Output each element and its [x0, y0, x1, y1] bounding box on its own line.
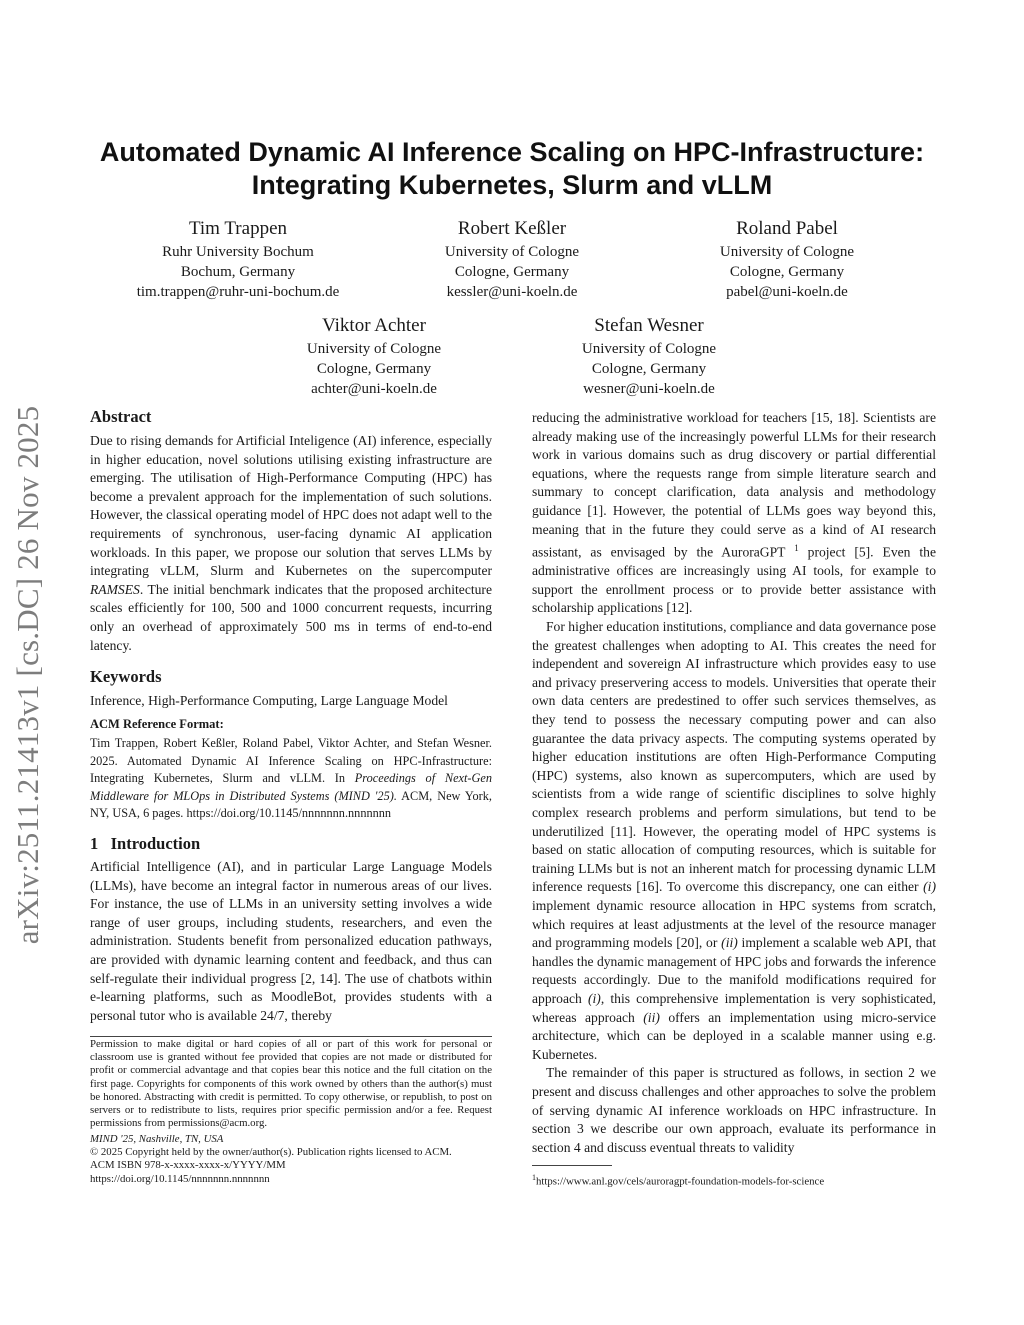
author-block-4: [224, 314, 524, 399]
abstract-text-end: . The initial benchmark indicates that the proposed architecture scales efficiently for 100, 500 and 1000 concurrent requests, incurring only an overhead of approximately 500 ms in terms of end-to-end latency.: [90, 581, 492, 653]
introduction-heading: [90, 834, 200, 854]
author-location: Cologne, Germany: [729, 264, 845, 280]
author-block-3: [637, 217, 937, 302]
keywords-heading: Keywords: [90, 667, 162, 686]
paragraph-text: implement a scalable web API, that handles the dynamic management of HPC jobs and forwards the inference requests accordingly. Due to the manifold modifications required for approach: [532, 935, 936, 1006]
copyright-block: [90, 1133, 492, 1186]
option-marker: (i): [923, 879, 936, 895]
author-name: Tim Trappen: [188, 218, 288, 239]
footnote-mark: 1: [532, 1173, 536, 1182]
author-location: Cologne, Germany: [316, 361, 432, 377]
keywords-text: Inference, High-Performance Computing, Large Language Model: [90, 693, 448, 708]
acm-reference-venue: Proceedings of Next-Gen Middleware for MLOps in Distributed Systems (MIND '25).: [90, 771, 492, 803]
footnote: [532, 1171, 936, 1189]
abstract-body: [90, 432, 492, 655]
arxiv-identifier-stamp: arXiv:2511.21413v1 [cs.DC] 26 Nov 2025: [10, 405, 45, 945]
author-email: kessler@uni-koeln.de: [446, 284, 578, 300]
footnote-rule: [90, 1036, 492, 1037]
paragraph-text: offers an implementation using micro-service architecture, which can be deployed in a scalable manner using e.g. Kubernetes.: [532, 1009, 936, 1062]
acm-reference-heading: ACM Reference Format:: [90, 717, 224, 731]
author-affiliation: University of Cologne: [306, 341, 442, 357]
option-marker: (i): [587, 990, 601, 1006]
author-name: Roland Pabel: [736, 218, 838, 239]
author-block-1: [88, 217, 388, 302]
paragraph-text: implement dynamic resource allocation in HPC systems from scratch, which requires at least adjustments at the level of the resource manager and programming models [20], or: [532, 897, 936, 951]
conference-line: MIND '25, Nashville, TN, USA: [90, 1133, 224, 1145]
intro-paragraph-3: The remainder of this paper is structured as follows, in section 2 we present and discuss challenges and other approaches to solve the problem of serving dynamic AI inference workloads on HPC infrastructure. In section 3 we describe our own approach, evaluate its performance in section 4 and discuss eventual threats to validity: [532, 1065, 936, 1155]
paragraph-text: reducing the administrative workload for teachers [15, 18]. Scientists are already making use of the increasingly powerful LLMs for their research work in various domains such as drug discovery or partial differential equations, where the requests range from simple literature search and summary to concept clarification, data analysis and methodology guidance [1]. However, the potential of LLMs goes way beyond this, meaning that in the future they could serve as a kind of AI research assistant, as envisaged by the AuroraGPT: [532, 410, 936, 560]
author-name: Robert Keßler: [457, 218, 567, 239]
author-location: Cologne, Germany: [591, 361, 707, 377]
section-title: Introduction: [110, 834, 201, 853]
author-name: Stefan Wesner: [594, 315, 704, 336]
author-email: tim.trappen@ruhr-uni-bochum.de: [136, 284, 340, 300]
option-marker: (ii): [721, 935, 738, 951]
abstract-text: Due to rising demands for Artificial Inteligence (AI) inference, especially in higher education, novel solutions utilising existing infrastructure are emerging. The utilisation of High-Performance Computing (HPC) has become a prevalent approach for the implementation of such solutions. However, the classical operating model of HPC does not adapt well to the requirements of synchronous, user-facing dynamic AI application workloads. In this paper, we propose our solution that serves LLMs by integrating vLLM, Slurm and Kubernetes on the supercomputer: [90, 433, 492, 579]
author-email: achter@uni-koeln.de: [311, 381, 437, 397]
system-name: RAMSES: [90, 581, 140, 597]
author-location: Bochum, Germany: [180, 264, 296, 280]
option-marker: (ii): [643, 1009, 660, 1025]
intro-paragraph-2: [532, 618, 936, 1064]
abstract-heading: Abstract: [90, 407, 152, 426]
doi-line: https://doi.org/10.1145/nnnnnnn.nnnnnnn: [90, 1172, 270, 1185]
paper-title: Automated Dynamic AI Inference Scaling on HPC-Infrastructure: Integrating Kubernetes, Slurm and vLLM: [99, 137, 925, 200]
intro-paragraph-1: [532, 409, 936, 618]
footnote-rule-right: [532, 1165, 612, 1166]
paragraph-text: , this comprehensive implementation is very sophisticated, whereas approach: [532, 990, 936, 1025]
acm-reference-text: Tim Trappen, Robert Keßler, Roland Pabel, Viktor Achter, and Stefan Wesner. 2025. Automated Dynamic AI Inference Scaling on HPC-Infrastructure: Integrating Kubernetes, Slurm and vLLM. In: [90, 736, 492, 786]
author-affiliation: Ruhr University Bochum: [162, 244, 314, 260]
acm-reference-body: [90, 735, 492, 823]
footnote-url: https://www.anl.gov/cels/auroragpt-foundation-models-for-science: [536, 1175, 825, 1188]
author-email: wesner@uni-koeln.de: [583, 381, 715, 397]
author-location: Cologne, Germany: [454, 264, 570, 280]
author-affiliation: University of Cologne: [581, 341, 717, 357]
author-affiliation: University of Cologne: [719, 244, 855, 260]
acm-reference-text-end: ACM, New York, NY, USA, 6 pages. https://doi.org/10.1145/nnnnnnn.nnnnnnn: [90, 788, 493, 821]
author-email: pabel@uni-koeln.de: [726, 284, 848, 300]
author-affiliation: University of Cologne: [444, 244, 580, 260]
section-number: 1: [90, 834, 99, 853]
introduction-right-column: [532, 409, 936, 1157]
author-name: Viktor Achter: [322, 315, 426, 336]
permission-note: Permission to make digital or hard copies of all or part of this work for personal or classroom use is granted without fee provided that copies are not made or distributed for profit or commercial advantage and that copies bear this notice and the full citation on the first page. Copyrights for components of this work owned by others than the author(s) must be honored. Abstracting with credit is permitted. To copy otherwise, or republish, to post on servers or to redistribute to lists, requires prior specific permission and/or a fee. Request permissions from permissions@acm.org.: [90, 1038, 492, 1130]
paragraph-text: For higher education institutions, compliance and data governance pose the greatest challenges when adopting to AI. This creates the need for independent and sovereign AI infrastructure which provides easy to use and privacy preservering access to models. Universities that operate their own data centers are predestined to offer such services themselves, as they tend to possess the necessary computing power and can also guarantee the data privacy aspects. The computing systems operated by higher education institutions are often High-Performance Computing (HPC) systems, also known as supercomputers, which are used by scientists from a wide range of scientific disciplines to solve highly complex research problems and perform simulations, but tend to be underutilized [11]. However, the operating model of HPC systems is based on static allocation of computing resources, which is suitable for training LLMs but is not an inherent match for processing dynamic LLM inference requests [16]. To overcome this discrepancy, one can either: [532, 619, 936, 895]
paragraph-text: project [5]. Even the administrative offices are increasingly using AI tools, for example to support the enrollment process or to provide better assistance with scholarship applications [12].: [532, 544, 937, 616]
isbn-line: ACM ISBN 978-x-xxxx-xxxx-x/YYYY/MM: [90, 1159, 286, 1172]
introduction-left-text: Artificial Intelligence (AI), and in particular Large Language Models (LLMs), have become an integral factor in numerous areas of our lives. For instance, the use of LLMs in an university setting involves a wide range of user groups, including students, researchers, and even the administration. Students benefit from personalized education pathways, are provided with dynamic learning content and feedback, and thus can self-regulate their individual progress [2, 14]. The use of chatbots within e-learning platforms, such as MoodleBot, provides students with a personal tutor who is available 24/7, thereby: [90, 859, 492, 1023]
copyright-line: © 2025 Copyright held by the owner/author(s). Publication rights licensed to ACM.: [90, 1146, 452, 1159]
author-block-2: [362, 217, 662, 302]
author-block-5: [499, 314, 799, 399]
footnote-marker: 1: [794, 543, 799, 554]
